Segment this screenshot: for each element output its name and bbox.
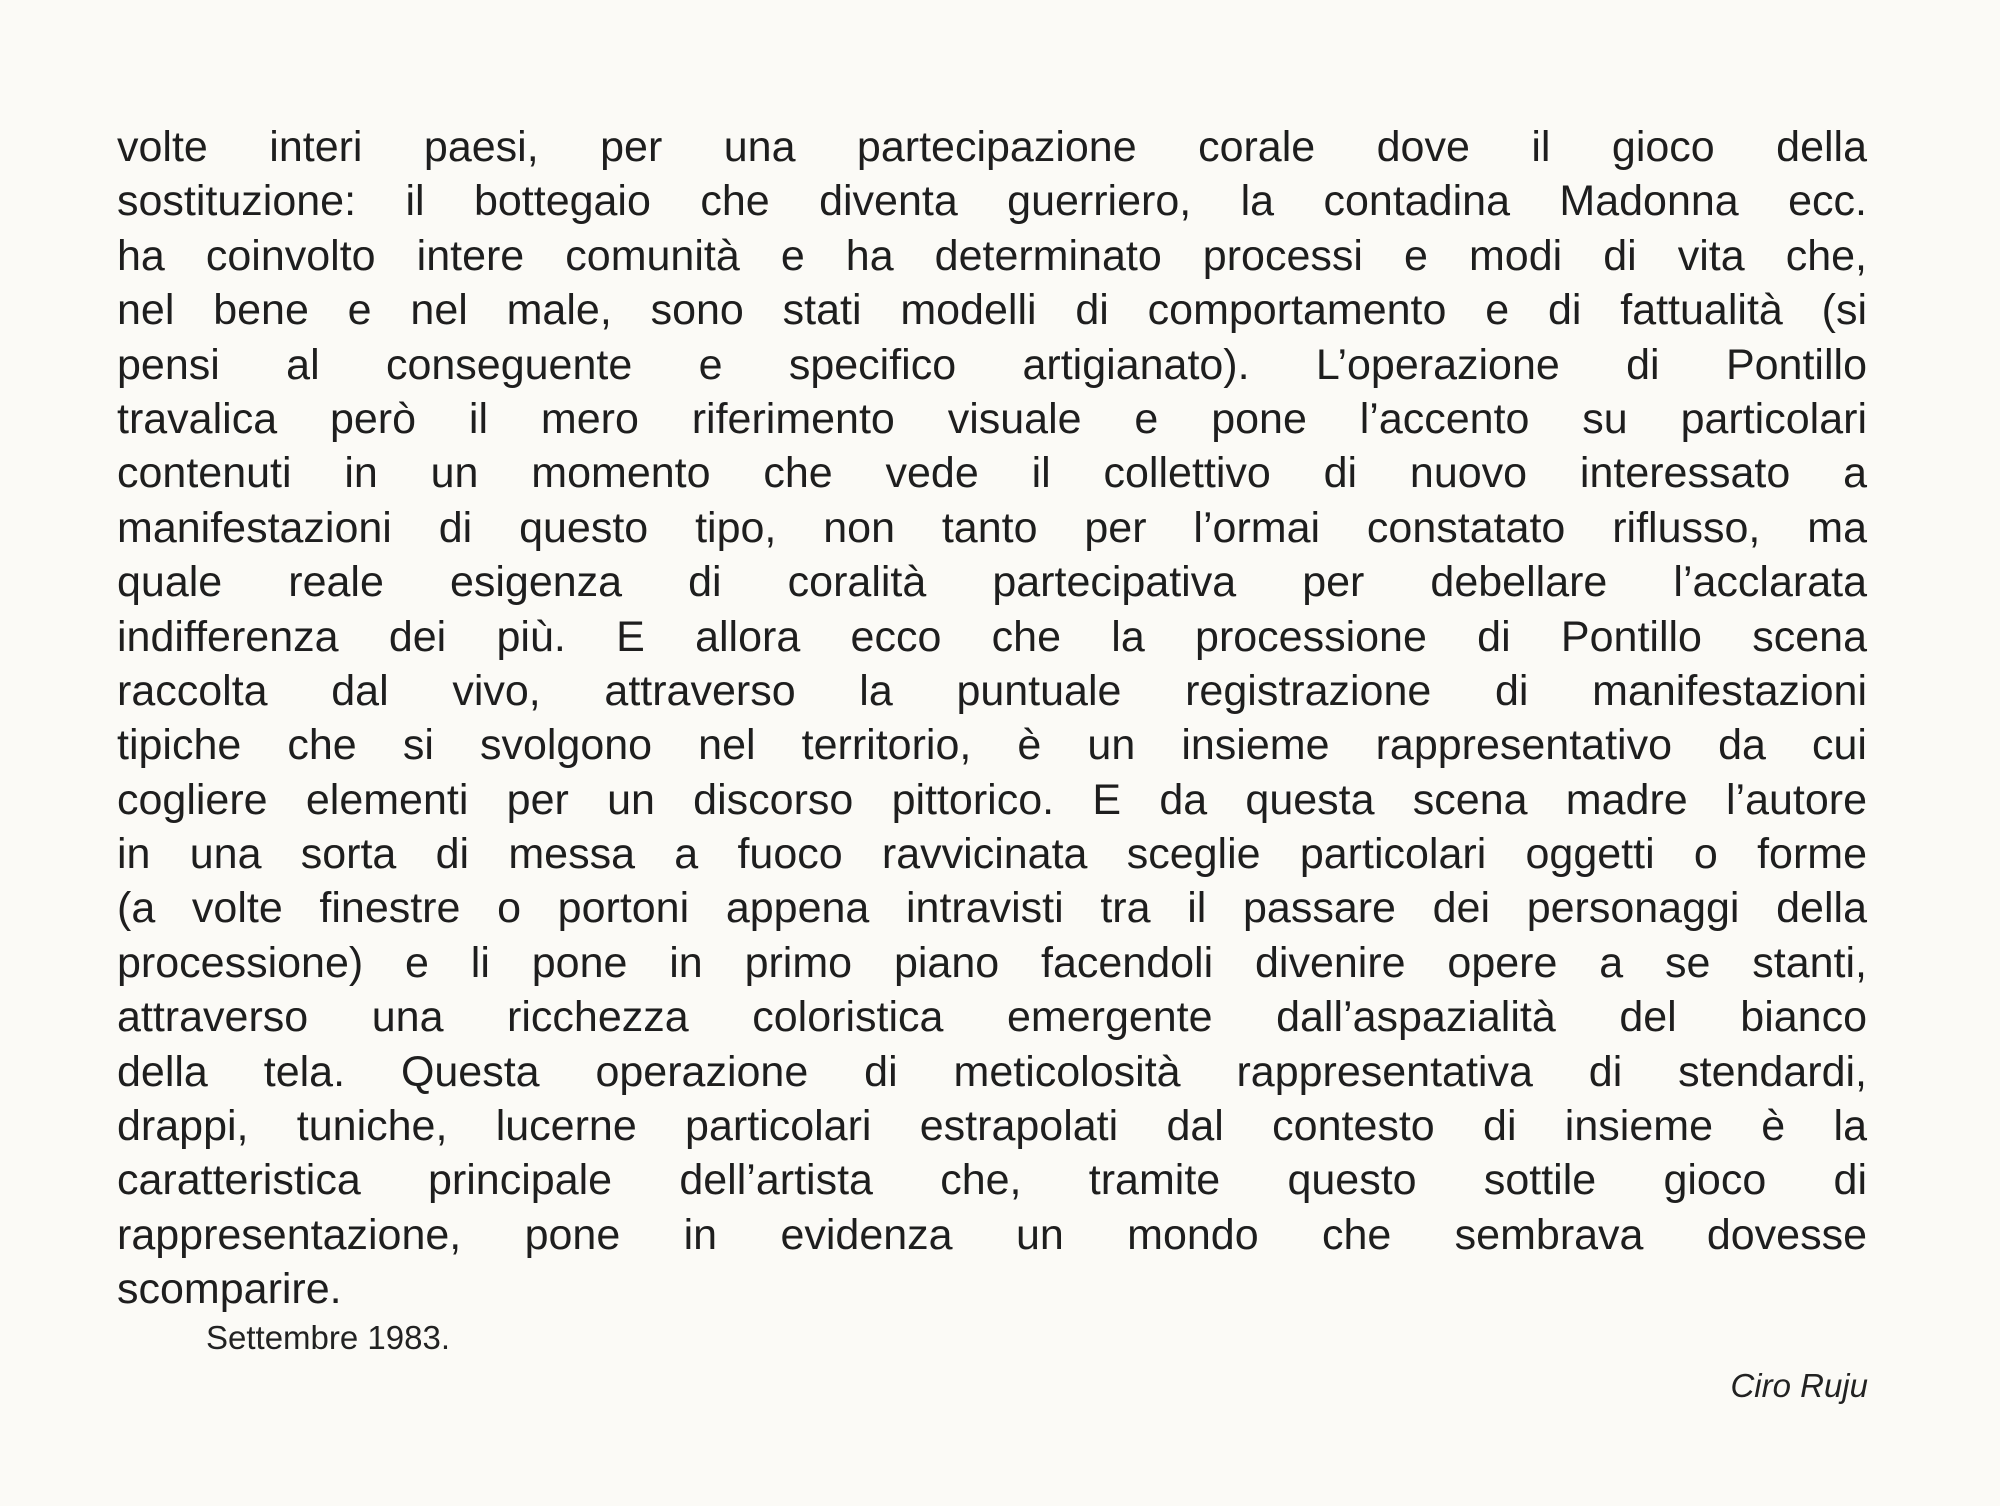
text-line: travalica però il mero riferimento visuale e pone l’accento su particolari [117,394,1867,443]
text-line: in una sorta di messa a fuoco ravvicinata sceglie particolari oggetti o forme [117,830,1867,879]
text-line: rappresentazione, pone in evidenza un mondo che sembrava dovesse [117,1210,1867,1259]
text-line: processione) e li pone in primo piano facendoli divenire opere a se stanti, [117,938,1867,987]
text-line: della tela. Questa operazione di meticolosità rappresentativa di stendardi, [117,1047,1867,1096]
author-signature: Ciro Ruju [1730,1367,1868,1404]
text-line: pensi al conseguente e specifico artigianato). L’operazione di Pontillo [117,340,1867,389]
text-line: drappi, tuniche, lucerne particolari estrapolati dal contesto di insieme è la [117,1102,1867,1151]
text-line: manifestazioni di questo tipo, non tanto per l’ormai constatato riflusso, ma [117,503,1867,552]
text-line: ha coinvolto intere comunità e ha determinato processi e modi di vita che, [117,231,1867,280]
text-line: raccolta dal vivo, attraverso la puntuale registrazione di manifestazioni [117,666,1867,715]
text-line: contenuti in un momento che vede il collettivo di nuovo interessato a [117,449,1867,498]
text-line: nel bene e nel male, sono stati modelli di comportamento e di fattualità (si [117,286,1867,335]
text-line: sostituzione: il bottegaio che diventa guerriero, la contadina Madonna ecc. [117,177,1867,226]
text-line: quale reale esigenza di coralità partecipativa per debellare l’acclarata [117,558,1867,607]
text-line: attraverso una ricchezza coloristica emergente dall’aspazialità del bianco [117,993,1867,1042]
text-line: (a volte finestre o portoni appena intravisti tra il passare dei personaggi della [117,884,1867,933]
body-text [117,120,1867,1317]
text-line: scomparire. [117,1265,342,1314]
text-line: volte interi paesi, per una partecipazione corale dove il gioco della [117,123,1867,171]
text-line: cogliere elementi per un discorso pittorico. E da questa scena madre l’autore [117,775,1867,824]
date-line: Settembre 1983. [206,1319,450,1356]
text-line: indifferenza dei più. E allora ecco che la processione di Pontillo scena [117,612,1867,661]
text-line: tipiche che si svolgono nel territorio, è un insieme rappresentativo da cui [117,721,1867,770]
text-line: caratteristica principale dell’artista che, tramite questo sottile gioco di [117,1156,1867,1205]
